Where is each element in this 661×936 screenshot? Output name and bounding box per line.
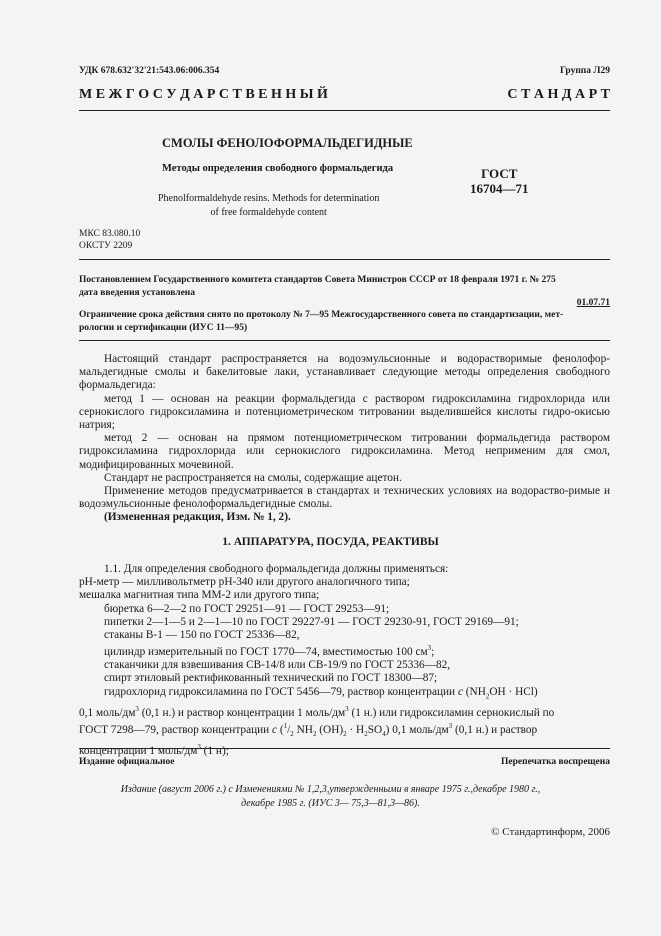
- sub: 4: [382, 730, 386, 739]
- effective-date: 01.07.71: [576, 298, 610, 308]
- list-item-1: pH-метр — милливольтметр pH-340 или другого аналогичного типа;: [79, 576, 410, 589]
- sup: 3: [135, 705, 139, 714]
- reagent-hydroxylamine-line-2: [79, 703, 610, 720]
- hydro-text-4a: концентрации 1 моль/дм: [79, 745, 198, 757]
- frac-num: 1: [283, 722, 288, 731]
- formula-part: (NH: [462, 685, 486, 698]
- paren: (: [277, 723, 284, 736]
- edition-line-2: декабре 1985 г. (ИУС 3— 75,3—81,3—86).: [241, 798, 420, 809]
- document-subtitle: Методы определения свободного формальдегида: [162, 163, 394, 174]
- list-item-3: бюретка 6—2—2 по ГОСТ 29251—91 — ГОСТ 29253—91;: [104, 602, 390, 615]
- footer-rule: [79, 748, 610, 749]
- decree-text: [79, 274, 556, 300]
- sub: 2: [364, 730, 368, 739]
- cylinder-sup: 3: [427, 644, 432, 653]
- hydro-text-1: гидрохлорид гидроксиламина по ГОСТ 5456—79, раствор концентрации: [104, 685, 458, 698]
- edition-note: [0, 783, 661, 811]
- formula-sub: 2: [485, 691, 490, 700]
- decree-line-1: Постановлением Государственного комитета стандартов Совета Министров СССР от 18 февраля 1971 г. № 275: [79, 275, 556, 285]
- english-title-line-1: Phenolformaldehyde resins. Methods for determination: [158, 193, 380, 204]
- formula-nh: NH: [293, 723, 313, 736]
- list-item-7: спирт этиловый ректификованный технический по ГОСТ 18300—87;: [104, 672, 438, 685]
- official-edition: Издание официальное: [79, 757, 175, 767]
- frac-den: 2: [290, 730, 294, 739]
- list-item-4: пипетки 2—1—5 и 2—1—10 по ГОСТ 29227-91 — ГОСТ 29230-91, ГОСТ 29169—91;: [104, 615, 519, 628]
- classification-codes: [79, 228, 140, 252]
- sub: 2: [343, 730, 347, 739]
- decree-rule: [79, 340, 610, 341]
- reagent-hydroxylamine-line-4: [79, 741, 610, 758]
- sup: 3: [345, 705, 349, 714]
- list-item-cylinder: [79, 642, 610, 659]
- hydro-text-2b: (0,1 н.) и раствор концентрации 1 моль/дм: [138, 706, 346, 719]
- restriction-line-1: Ограничение срока действия снято по протоколу № 7—95 Межгосударственного совета по стандартизации, мет-: [79, 310, 564, 320]
- list-item-5: стаканы В-1 — 150 по ГОСТ 25336—82,: [104, 629, 300, 642]
- sup: 3: [448, 722, 453, 731]
- intro-paragraph-1: Настоящий стандарт распространяется на водоэмульсионные и водорастворимые фенолофор-мальдегидные смолы и бакелитовые лаки, устанавливает следующие методы определения свободного формальдегида:: [79, 353, 610, 392]
- frac-slash: /: [287, 723, 291, 736]
- banner-left: М Е Ж Г О С У Д А Р С Т В Е Н Н Ы Й: [79, 87, 328, 102]
- formula-rest: OH · HCl): [489, 685, 538, 698]
- mks-code: МКС 83.080.10: [79, 229, 141, 239]
- copyright: © Стандартинформ, 2006: [491, 826, 610, 838]
- document-title: СМОЛЫ ФЕНОЛОФОРМАЛЬДЕГИДНЫЕ: [162, 136, 413, 150]
- formula-h: · H: [346, 723, 365, 736]
- intro-section: [79, 353, 610, 525]
- reagent-hydroxylamine-line-1: [79, 686, 610, 703]
- cylinder-end: ;: [431, 645, 435, 658]
- decree-line-2: дата введения установлена: [79, 288, 196, 298]
- hydro-text-3i: (0,1 н.) и раствор: [452, 723, 538, 736]
- hydro-text-3h: ) 0,1 моль/дм: [385, 723, 449, 736]
- conc-symbol: с: [457, 685, 463, 698]
- gost-label: ГОСТ: [481, 166, 518, 181]
- standard-banner: [79, 87, 610, 103]
- english-title: [158, 192, 379, 220]
- section-lead: 1.1. Для определения свободного формальдегида должны применяться:: [104, 563, 449, 575]
- intro-paragraph-3: метод 2 — основан на прямом потенциометрическом титровании формальдегида раствором гидроксиламина гидрохлорида или сернокислого гидроксиламина. Метод неприменим для смол, модифицированных мочевиной.: [79, 432, 610, 471]
- section-1-body: [79, 563, 610, 758]
- restriction-line-2: рологии и сертификации (ИУС 11—95): [79, 323, 248, 333]
- udk-code: УДК 678.632'32'21:543.06:006.354: [79, 66, 220, 76]
- hydro-text-3a: ГОСТ 7298—79, раствор концентрации: [79, 723, 273, 736]
- gost-code: 16704—71: [470, 181, 529, 196]
- list-item-6: стаканчики для взвешивания СВ-14/8 или СВ-19/9 по ГОСТ 25336—82,: [104, 659, 451, 672]
- formula-so: SO: [367, 723, 383, 736]
- intro-paragraph-5: Применение методов предусматривается в стандартах и технических условиях на водораство-римые и водоэмульсионные фенолоформальдегидные смолы.: [79, 485, 610, 511]
- formula-oh: (OH): [316, 723, 344, 736]
- group-code: Группа Л29: [559, 66, 610, 76]
- gost-number: [470, 166, 529, 196]
- banner-right: С Т А Н Д А Р Т: [507, 87, 610, 102]
- conc-symbol: с: [272, 723, 278, 736]
- intro-paragraph-4: Стандарт не распространяется на смолы, содержащие ацетон.: [104, 471, 402, 484]
- list-item-2: мешалка магнитная типа ММ-2 или другого типа;: [79, 589, 320, 602]
- hydro-text-4b: (1 н);: [200, 745, 229, 757]
- intro-paragraph-2: метод 1 — основан на реакции формальдегида с раствором гидроксиламина гидрохлорида или сернокислого гидроксиламина и потенциометрическом титровании выделившейся кислоты гидро-окисью натрия;: [79, 392, 610, 432]
- english-title-line-2: of free formaldehyde content: [210, 207, 327, 218]
- reprint-prohibited: Перепечатка воспрещена: [500, 757, 610, 767]
- section-title: 1. АППАРАТУРА, ПОСУДА, РЕАКТИВЫ: [222, 536, 439, 548]
- header-rule: [79, 110, 610, 111]
- codes-rule: [79, 259, 610, 260]
- restriction-text: [79, 309, 563, 335]
- cylinder-text: цилиндр измерительный по ГОСТ 1770—74, вместимостью 100 см: [104, 645, 428, 658]
- sub: 2: [312, 730, 317, 739]
- change-note: (Измененная редакция, Изм. № 1, 2).: [104, 511, 291, 524]
- okstu-code: ОКСТУ 2209: [79, 241, 133, 251]
- sup: 3: [197, 743, 201, 752]
- hydro-text-2a: 0,1 моль/дм: [79, 706, 136, 719]
- reagent-hydroxylamine-line-3: [79, 720, 610, 741]
- hydro-text-2c: (1 н.) или гидроксиламин сернокислый по: [348, 706, 555, 719]
- edition-line-1: Издание (август 2006 г.) с Изменениями № 1,2,3,утвержденными в январе 1975 г.,декабре 1980 г.,: [120, 784, 541, 795]
